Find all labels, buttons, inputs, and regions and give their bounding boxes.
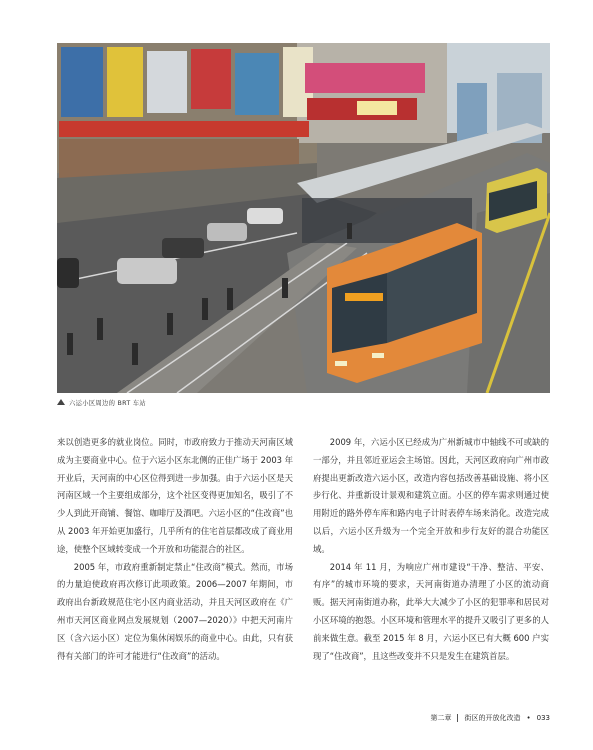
paragraph: 2005 年，市政府重新制定禁止“住改商”模式。然而，市场的力量迫使政府再次修订此项政策。2006—2007 年期间，市政府出台新政规范住宅小区内商业活动，并且天河区政府在《广州市天河区商业网点发展规划（2007—2020）》中把天河南片区（含六运小区）定位为集休闲娱乐的商业中心。由此，只有获得有关部门的许可才能进行“住改商”的活动。 [57,561,293,661]
footer-bullet: • [526,714,531,722]
text-column-right [313,434,549,665]
photo-caption [57,396,146,408]
paragraph: 来以创造更多的就业岗位。同时，市政府致力于推动天河南区域成为主要商业中心。位于六运小区东北侧的正佳广场于 2003 年开业后，天河南的中心区位得到进一步加强。由于六运小区是天河南区域一个主要组成部分，这个社区变得更加知名，吸引了不少人到此开商铺、餐馆、咖啡厅及酒吧。六运小区的“住改商”也从 2003 年开始更加盛行，几乎所有的住宅首层都改成了商业用途，使整个区域转变成一个开放和功能混合的社区。 [57,437,294,554]
street-photo [57,43,550,393]
paragraph: 2014 年 11 月，为响应广州市建设“干净、整洁、平安、有序”的城市环境的要求，天河南街道办清理了小区的流动商贩。据天河南街道办称，此举大大减少了小区的犯罪率和居民对小区环境的抱怨。小区环境和管理水平的提升又吸引了更多的人前来做生意。截至 2015 年 8 月，六运小区已有大概 600 户实现了“住改商”，且这些改变并不只是发生在建筑首层。 [313,561,549,661]
photo-bus-street-icon [57,43,550,393]
caption-text: 六运小区周边的 BRT 车站 [69,399,146,407]
section-title: 街区的开放化改造 [464,714,521,722]
footer-divider [457,714,458,722]
page-footer [430,713,550,723]
page-number: 033 [536,714,550,722]
chapter-label: 第二章 [430,714,452,722]
text-column-left [57,434,293,665]
caption-triangle-icon [57,399,65,405]
paragraph: 2009 年，六运小区已经成为广州新城市中轴线不可或缺的一部分，并且邻近亚运会主场馆。因此，天河区政府向广州市政府提出更新改造六运小区，改造内容包括改善基础设施、将小区步行化、并重新设计景观和建筑立面。小区的停车需求则通过使用附近的路外停车库和路内电子计时表停车场来消化。改造完成以后，六运小区升级为一个完全开放和步行友好的混合功能区域。 [313,437,549,554]
